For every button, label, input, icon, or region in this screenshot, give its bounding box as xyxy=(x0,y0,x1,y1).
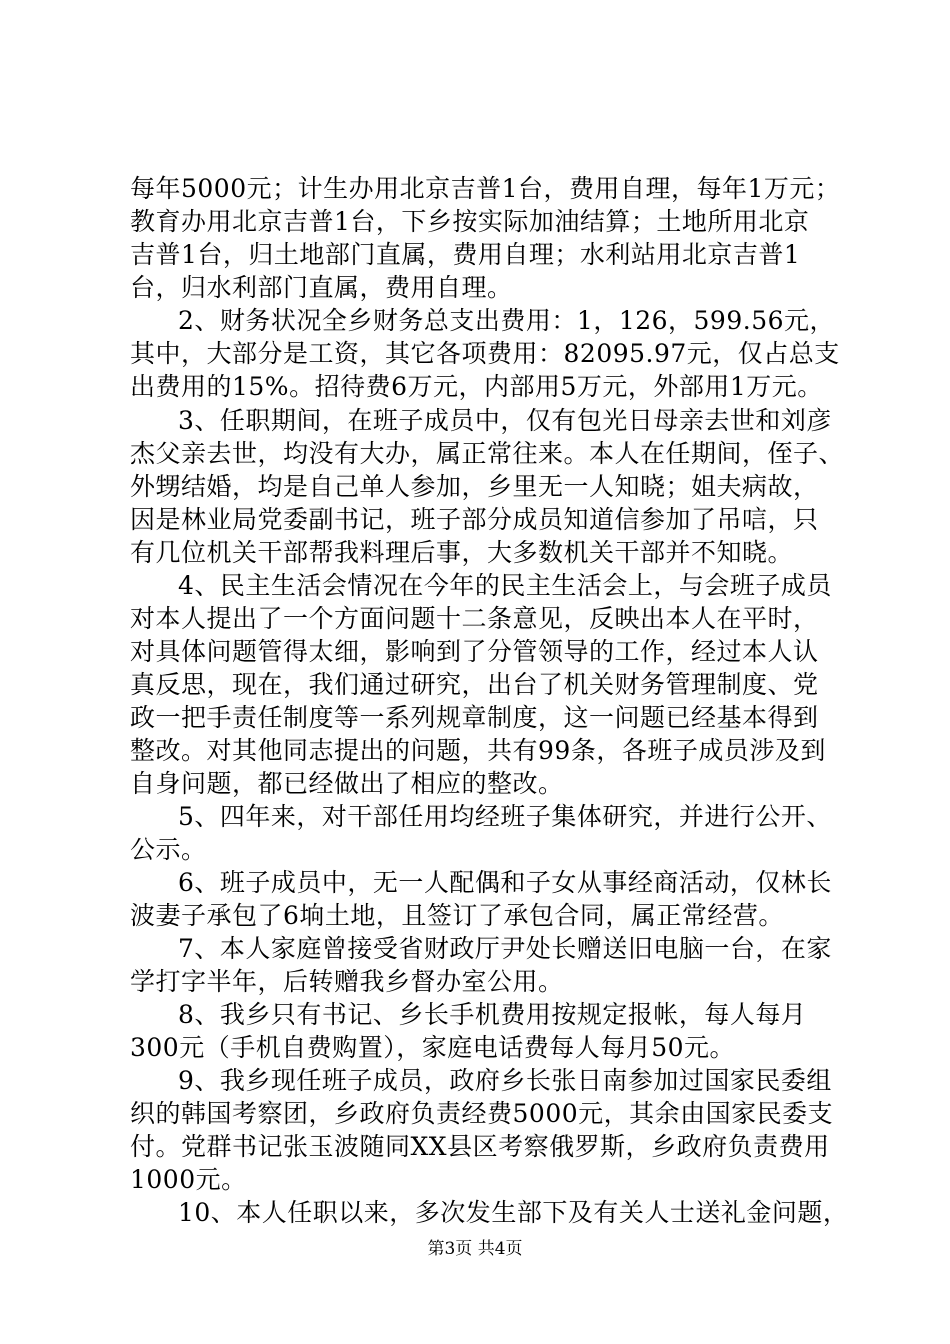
text-line: 公示。 xyxy=(130,835,207,864)
text-line: 自身问题，都已经做出了相应的整改。 xyxy=(130,769,564,798)
text-line: 6、班子成员中，无一人配偶和子女从事经商活动，仅林长 xyxy=(178,868,832,897)
text-line: 1000元。 xyxy=(130,1165,247,1194)
text-line: 织的韩国考察团，乡政府负责经费5000元，其余由国家民委支 xyxy=(130,1099,834,1128)
text-line: 其中，大部分是工资，其它各项费用：82095.97元，仅占总支 xyxy=(130,339,840,368)
text-line: 每年5000元；计生办用北京吉普1台，费用自理，每年1万元； xyxy=(130,174,841,203)
page-number-footer: 第3页 共4页 xyxy=(427,1239,523,1259)
text-line: 学打字半年，后转赠我乡督办室公用。 xyxy=(130,967,564,996)
text-line: 有几位机关干部帮我料理后事，大多数机关干部并不知晓。 xyxy=(130,538,794,567)
text-line: 8、我乡只有书记、乡长手机费用按规定报帐，每人每月 xyxy=(178,1000,807,1029)
text-line: 真反思，现在，我们通过研究，出台了机关财务管理制度、党 xyxy=(130,670,819,699)
text-line: 教育办用北京吉普1台，下乡按实际加油结算；土地所用北京 xyxy=(130,207,810,236)
text-line: 因是林业局党委副书记，班子部分成员知道信参加了吊唁，只 xyxy=(130,505,819,534)
text-line: 对本人提出了一个方面问题十二条意见，反映出本人在平时， xyxy=(130,604,819,633)
text-line: 台，归水利部门直属，费用自理。 xyxy=(130,273,513,302)
text-line: 外甥结婚，均是自己单人参加，乡里无一人知晓；姐夫病故， xyxy=(130,472,819,501)
text-line: 付。党群书记张玉波随同XX县区考察俄罗斯，乡政府负责费用 xyxy=(130,1132,830,1161)
text-line: 300元（手机自费购置），家庭电话费每人每月50元。 xyxy=(130,1033,736,1062)
text-line: 10、本人任职以来，多次发生部下及有关人士送礼金问题， xyxy=(178,1198,849,1227)
text-line: 出费用的15%。招待费6万元，内部用5万元，外部用1万元。 xyxy=(130,372,823,401)
text-line: 2、财务状况全乡财务总支出费用：1，126，599.56元， xyxy=(178,306,836,335)
text-line: 对具体问题管得太细，影响到了分管领导的工作，经过本人认 xyxy=(130,637,819,666)
text-line: 政一把手责任制度等一系列规章制度，这一问题已经基本得到 xyxy=(130,703,819,732)
text-line: 杰父亲去世，均没有大办，属正常往来。本人在任期间，侄子、 xyxy=(130,439,845,468)
text-line: 5、四年来，对干部任用均经班子集体研究，并进行公开、 xyxy=(178,802,832,831)
text-line: 吉普1台，归土地部门直属，费用自理；水利站用北京吉普1 xyxy=(130,240,801,269)
text-line: 整改。对其他同志提出的问题，共有99条，各班子成员涉及到 xyxy=(130,736,826,765)
text-line: 波妻子承包了6垧土地，且签订了承包合同，属正常经营。 xyxy=(130,901,784,930)
text-line: 9、我乡现任班子成员，政府乡长张日南参加过国家民委组 xyxy=(178,1066,832,1095)
text-line: 3、任职期间，在班子成员中，仅有包光日母亲去世和刘彦 xyxy=(178,406,832,435)
text-line: 4、民主生活会情况在今年的民主生活会上，与会班子成员 xyxy=(178,571,832,600)
text-line: 7、本人家庭曾接受省财政厅尹处长赠送旧电脑一台，在家 xyxy=(178,934,832,963)
